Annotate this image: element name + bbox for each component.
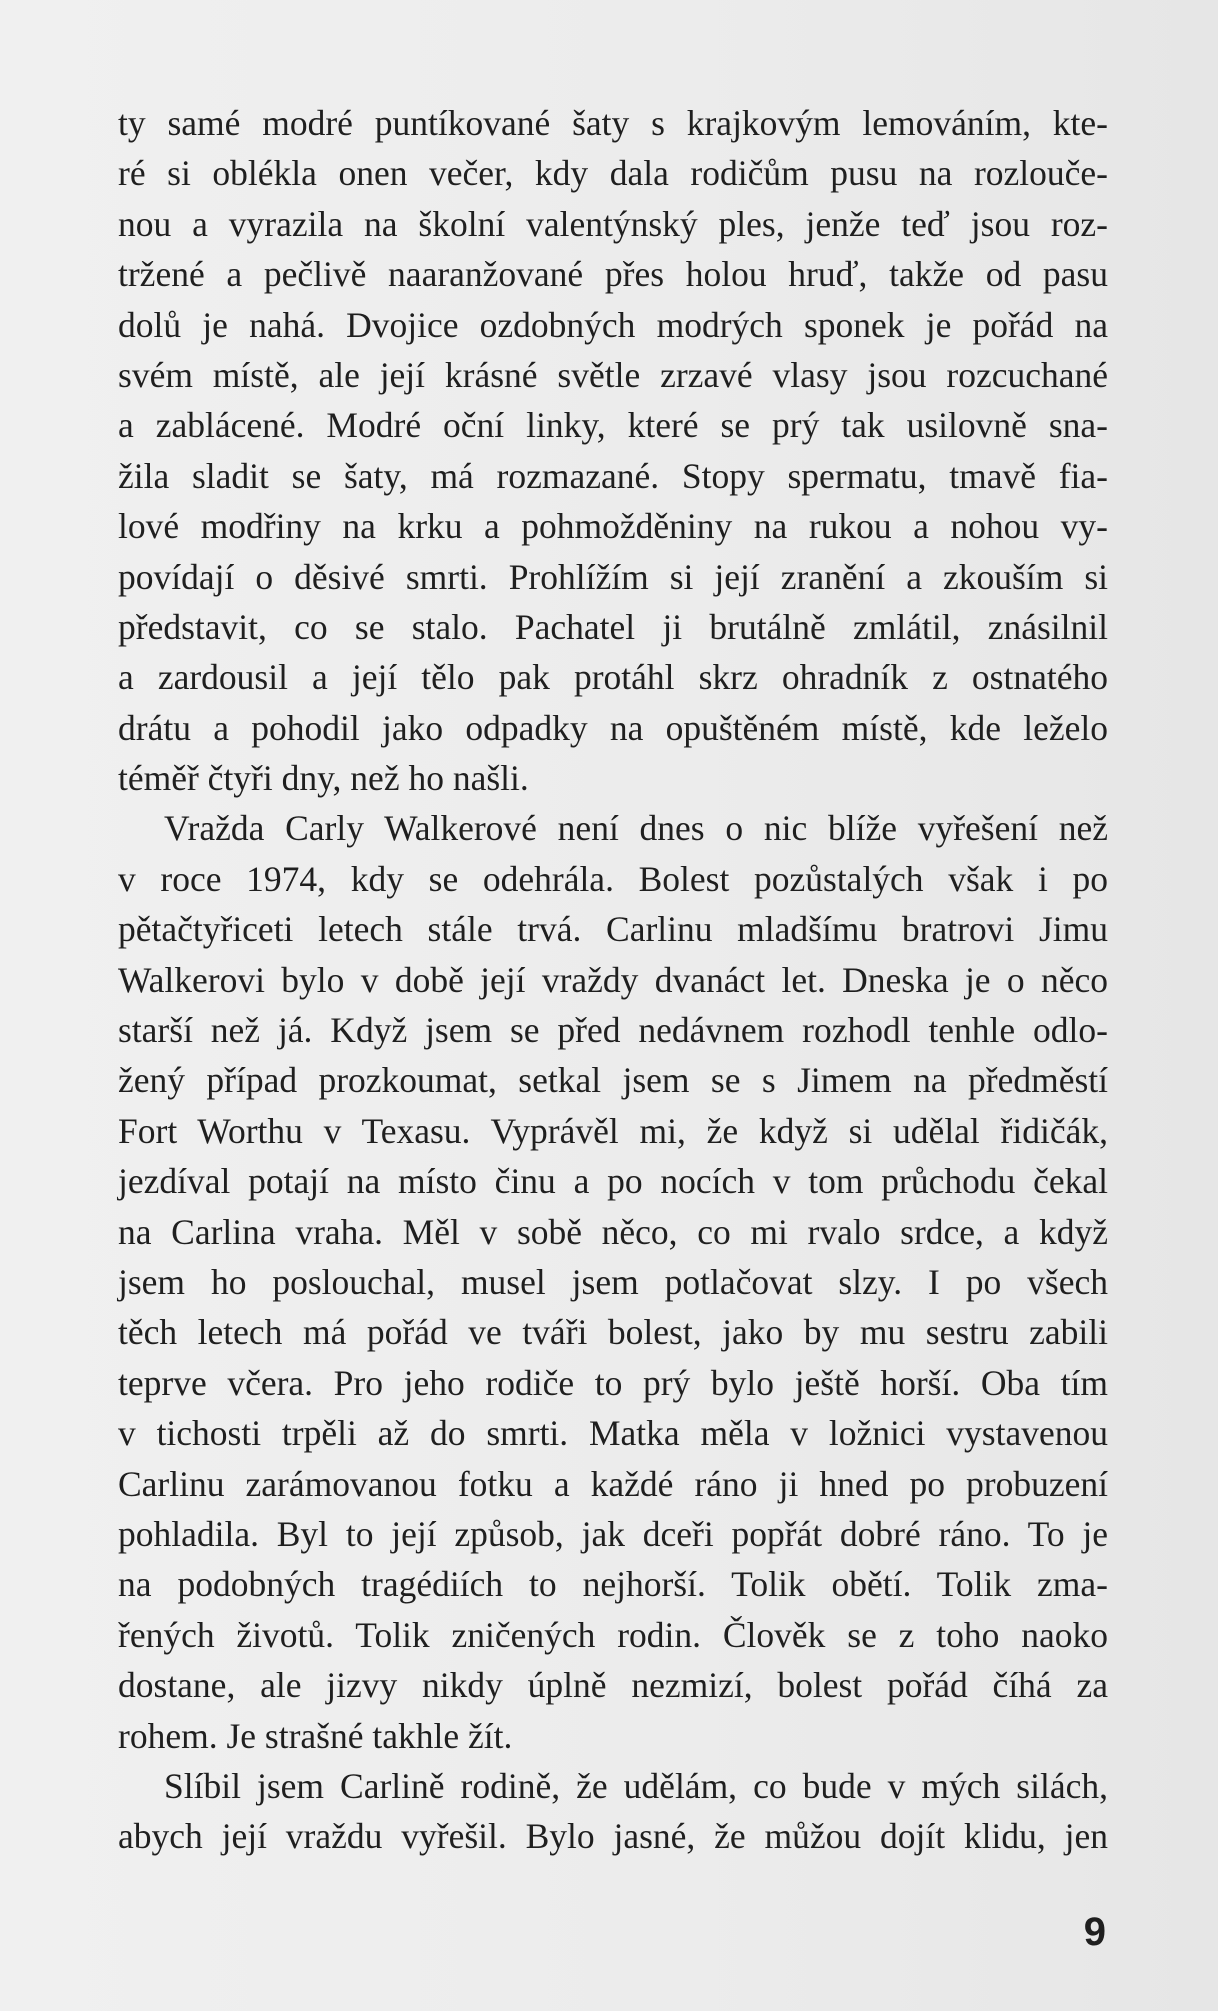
text-line: lové modřiny na krku a pohmožděniny na rukou a nohou vy- [118, 506, 1108, 547]
text-line: abych její vraždu vyřešil. Bylo jasné, že můžou dojít klidu, jen [118, 1816, 1108, 1857]
text-line: Carlinu zarámovanou fotku a každé ráno ji hned po probuzení [118, 1463, 1108, 1504]
text-line: žila sladit se šaty, má rozmazané. Stopy spermatu, tmavě fia- [118, 455, 1108, 496]
text-line: tržené a pečlivě naaranžované přes holou hruď, takže od pasu [118, 254, 1108, 295]
body-text [118, 98, 1108, 1862]
text-line: dolů je nahá. Dvojice ozdobných modrých sponek je pořád na [118, 304, 1108, 345]
text-line: teprve včera. Pro jeho rodiče to prý bylo ještě horší. Oba tím [118, 1362, 1108, 1403]
page-number: 9 [1083, 1910, 1106, 1954]
text-line: starší než já. Když jsem se před nedávnem rozhodl tenhle odlo- [118, 1010, 1108, 1051]
text-line: Walkerovi bylo v době její vraždy dvanáct let. Dneska je o něco [118, 959, 1108, 1000]
text-line: jezdíval potají na místo činu a po nocích v tom průchodu čekal [118, 1161, 1108, 1202]
text-line: téměř čtyři dny, než ho našli. [118, 758, 529, 799]
text-line: pětačtyřiceti letech stále trvá. Carlinu mladšímu bratrovi Jimu [118, 909, 1108, 950]
text-line: řených životů. Tolik zničených rodin. Člověk se z toho naoko [118, 1614, 1108, 1655]
text-line: jsem ho poslouchal, musel jsem potlačovat slzy. I po všech [118, 1261, 1108, 1302]
paragraph-first-line: Vražda Carly Walkerové není dnes o nic blíže vyřešení než [164, 808, 1108, 849]
text-line: povídají o děsivé smrti. Prohlížím si její zranění a zkouším si [118, 556, 1108, 597]
text-line: Fort Worthu v Texasu. Vyprávěl mi, že když si udělal řidičák, [118, 1110, 1108, 1151]
text-line: těch letech má pořád ve tváři bolest, jako by mu sestru zabili [118, 1312, 1108, 1353]
text-line: pohladila. Byl to její způsob, jak dceři popřát dobré ráno. To je [118, 1513, 1108, 1554]
text-line: představit, co se stalo. Pachatel ji brutálně zmlátil, znásilnil [118, 606, 1108, 647]
text-line: rohem. Je strašné takhle žít. [118, 1715, 513, 1756]
text-line: dostane, ale jizvy nikdy úplně nezmizí, bolest pořád číhá za [118, 1665, 1108, 1706]
text-line: v tichosti trpěli až do smrti. Matka měla v ložnici vystavenou [118, 1413, 1108, 1454]
text-line: ty samé modré puntíkované šaty s krajkovým lemováním, kte- [118, 103, 1108, 143]
text-line: ré si oblékla onen večer, kdy dala rodičům pusu na rozlouče- [118, 153, 1108, 194]
text-line: žený případ prozkoumat, setkal jsem se s Jimem na předměstí [118, 1060, 1108, 1101]
text-line: v roce 1974, kdy se odehrála. Bolest pozůstalých však i po [118, 858, 1108, 899]
text-line: a zablácené. Modré oční linky, které se prý tak usilovně sna- [118, 405, 1108, 446]
text-line: na Carlina vraha. Měl v sobě něco, co mi rvalo srdce, a když [118, 1211, 1108, 1252]
text-line: drátu a pohodil jako odpadky na opuštěném místě, kde leželo [118, 707, 1108, 748]
text-line: nou a vyrazila na školní valentýnský ples, jenže teď jsou roz- [118, 203, 1108, 244]
text-line: a zardousil a její tělo pak protáhl skrz ohradník z ostnatého [118, 657, 1108, 698]
paragraph-first-line: Slíbil jsem Carlině rodině, že udělám, co bude v mých silách, [164, 1765, 1108, 1806]
text-line: svém místě, ale její krásné světle zrzavé vlasy jsou rozcuchané [118, 354, 1108, 395]
text-line: na podobných tragédiích to nejhorší. Tolik obětí. Tolik zma- [118, 1564, 1108, 1605]
